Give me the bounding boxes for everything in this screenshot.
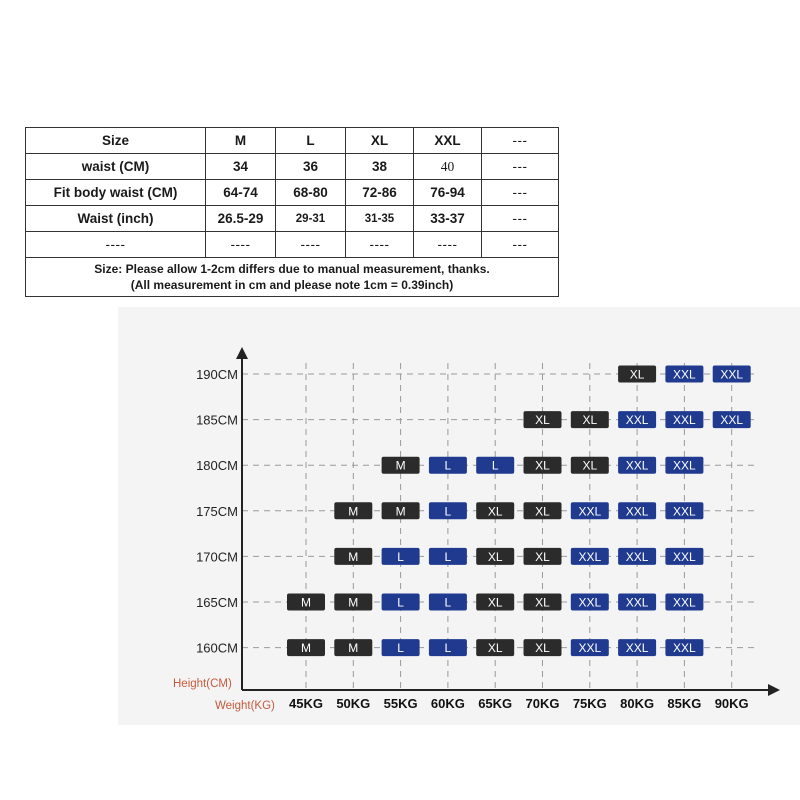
x-tick-label: 80KG (620, 696, 655, 711)
size-badge-label: XXL (625, 413, 649, 428)
table-cell: 68-80 (276, 180, 346, 206)
table-cell: 38 (346, 154, 414, 180)
size-badge-label: L (397, 641, 404, 656)
x-tick-label: 55KG (383, 696, 418, 711)
x-tick-label: 60KG (430, 696, 465, 711)
size-badge-label: M (301, 641, 311, 656)
size-badge-label: XXL (625, 549, 649, 564)
y-tick-label: 160CM (196, 640, 238, 656)
size-badge-label: XL (582, 413, 598, 428)
table-cell: Fit body waist (CM) (26, 180, 206, 206)
table-cell: ---- (276, 232, 346, 258)
y-tick-label: 170CM (196, 549, 238, 565)
table-cell: Waist (inch) (26, 206, 206, 232)
size-badge-label: L (397, 549, 404, 564)
size-badge-label: XXL (625, 641, 649, 656)
size-badge-label: M (348, 595, 359, 610)
table-cell: --- (482, 154, 559, 180)
x-axis-arrow-icon (768, 684, 780, 696)
size-badge-label: XXL (578, 504, 602, 519)
size-badge-label: XL (487, 641, 503, 656)
size-badge-label: L (491, 458, 499, 473)
size-badge-label: XXL (673, 549, 696, 564)
size-badge-label: XXL (673, 458, 696, 473)
table-row (26, 154, 559, 180)
size-badge-label: XXL (625, 595, 649, 610)
y-tick-label: 185CM (196, 412, 238, 428)
table-header-cell: M (206, 128, 276, 154)
table-cell: 26.5-29 (206, 206, 276, 232)
table-cell: ---- (346, 232, 414, 258)
table-note-row (26, 258, 559, 297)
size-badge-label: XL (535, 595, 550, 610)
table-note (26, 258, 559, 297)
size-badge-label: XL (535, 413, 550, 428)
note-line-1: Size: Please allow 1-2cm differs due to manual measurement, thanks. (94, 262, 490, 276)
table-cell: ---- (206, 232, 276, 258)
table-cell: 29-31 (276, 206, 346, 232)
table-header-cell: --- (482, 128, 559, 154)
size-badge-label: XXL (625, 458, 649, 473)
size-badge-label: XXL (578, 641, 602, 656)
y-axis-arrow-icon (236, 347, 248, 359)
table-cell: 64-74 (206, 180, 276, 206)
table-cell: waist (CM) (26, 154, 206, 180)
size-badge-label: XXL (578, 549, 602, 564)
size-badge-label: XXL (673, 504, 696, 519)
x-tick-label: 70KG (525, 696, 560, 711)
x-axis-title: Weight(KG) (215, 700, 275, 712)
table-cell: 40 (414, 154, 482, 180)
size-badge-label: XXL (673, 367, 696, 382)
size-badge-label: XL (629, 367, 645, 382)
x-tick-label: 65KG (478, 696, 513, 711)
size-badge-label: XXL (720, 413, 744, 428)
table-cell: --- (482, 180, 559, 206)
size-table (25, 127, 559, 297)
size-badge-label: M (395, 458, 406, 473)
size-badge-label: M (301, 595, 311, 610)
size-badge-label: XXL (673, 641, 696, 656)
size-badge-label: M (348, 641, 359, 656)
table-cell: 76-94 (414, 180, 482, 206)
note-line-2: (All measurement in cm and please note 1cm = 0.39inch) (130, 278, 454, 292)
table-header-row (26, 128, 559, 154)
table-cell: ---- (414, 232, 482, 258)
size-badge-label: XL (535, 504, 550, 519)
table-cell: 36 (276, 154, 346, 180)
y-tick-label: 165CM (196, 595, 238, 610)
table-row (26, 232, 559, 258)
table-row (26, 206, 559, 232)
size-badge-label: XL (535, 458, 550, 473)
size-badge-label: L (397, 595, 404, 610)
size-badge-label: L (444, 504, 452, 519)
y-axis-title: Height(CM) (173, 678, 232, 690)
table-cell: 31-35 (346, 206, 414, 232)
size-badge-label: XXL (720, 367, 744, 382)
table-header-cell: Size (26, 128, 206, 154)
y-tick-label: 180CM (196, 458, 238, 474)
size-badge-label: XXL (625, 504, 649, 519)
table-header-cell: XL (346, 128, 414, 154)
x-tick-label: 45KG (289, 696, 323, 711)
table-cell: 72-86 (346, 180, 414, 206)
y-tick-label: 175CM (196, 503, 238, 519)
size-badge-label: L (444, 641, 452, 656)
size-badge-label: XL (535, 641, 550, 656)
size-badge-label: L (444, 549, 452, 564)
size-chart (118, 307, 800, 725)
size-chart-panel (118, 307, 800, 725)
table-header-cell: L (276, 128, 346, 154)
size-badge-label: XL (487, 549, 503, 564)
size-badge-label: XL (535, 549, 550, 564)
size-badge-label: XL (582, 458, 598, 473)
size-badge-label: L (444, 458, 452, 473)
size-badge-label: L (444, 595, 452, 610)
size-badge-label: XL (487, 595, 503, 610)
size-badge-label: XXL (578, 595, 602, 610)
table-row (26, 180, 559, 206)
size-badge-label: M (348, 549, 359, 564)
table-cell: ---- (26, 232, 206, 258)
x-tick-label: 75KG (572, 696, 607, 711)
size-badge-label: M (348, 504, 359, 519)
size-badge-label: XL (487, 504, 503, 519)
x-tick-label: 85KG (667, 696, 702, 711)
table-cell: 34 (206, 154, 276, 180)
y-tick-label: 190CM (196, 367, 238, 382)
size-badge-label: XXL (673, 595, 696, 610)
size-badge-label: XXL (673, 413, 696, 428)
table-cell: --- (482, 206, 559, 232)
table-cell: 33-37 (414, 206, 482, 232)
size-badge-label: M (395, 504, 406, 519)
table-cell: --- (482, 232, 559, 258)
x-tick-label: 90KG (714, 696, 749, 711)
table-header-cell: XXL (414, 128, 482, 154)
x-tick-label: 50KG (336, 696, 371, 711)
